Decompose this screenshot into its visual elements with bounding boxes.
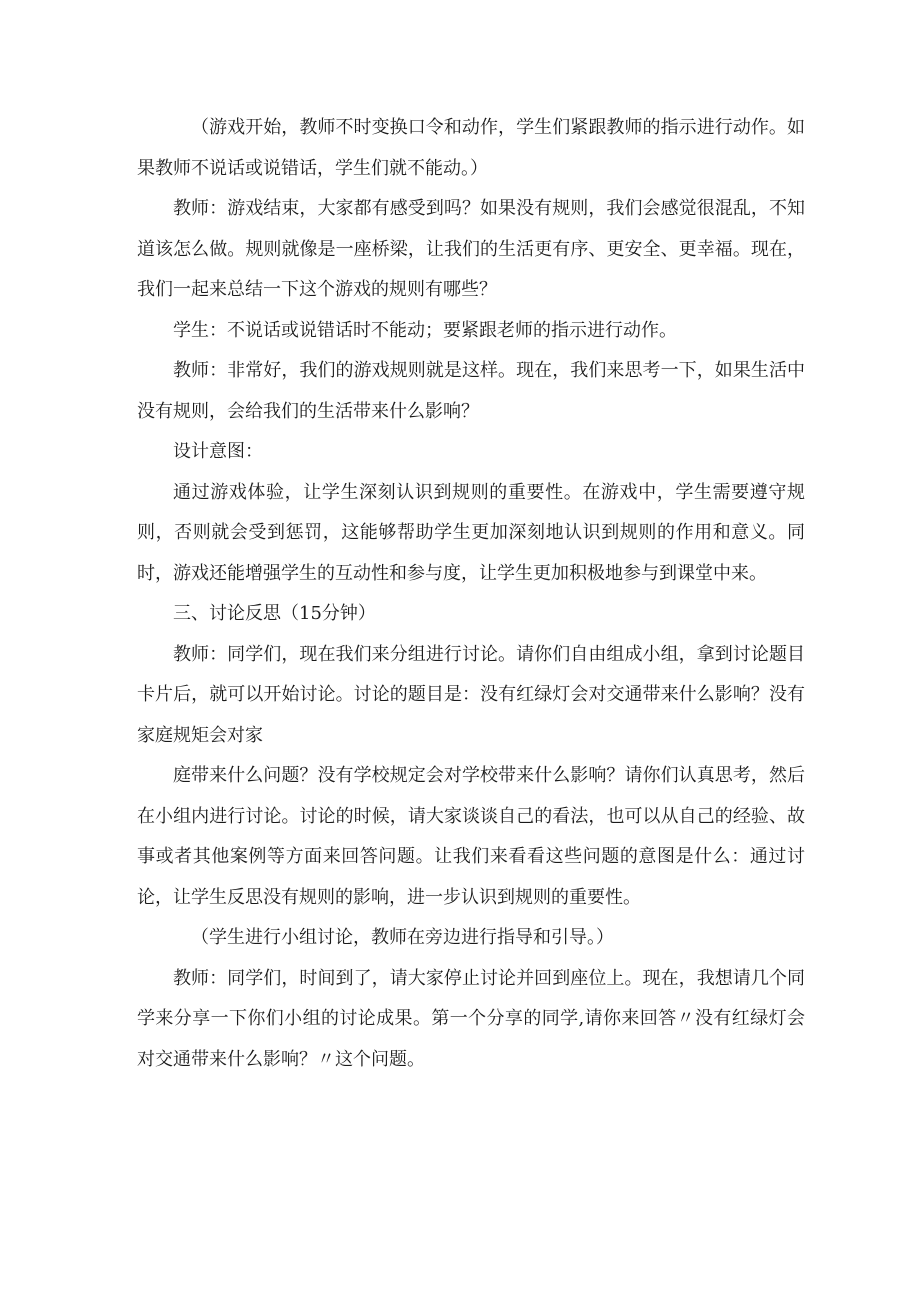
paragraph-design-intent-heading: 设计意图：	[173, 441, 263, 462]
paragraph-design-intent-body: 通过游戏体验，让学生深刻认识到规则的重要性。在游戏中，学生需要遵守规则，否则就会受到惩罚，这能够帮助学生更加深刻地认识到规则的作用和意义。同时，游戏还能增强学生的互动性和参与度，让学生更加积极地参与到课堂中来。	[137, 481, 805, 584]
section-heading-discussion: 三、讨论反思（15分钟）	[173, 603, 376, 624]
paragraph-teacher-game-end: 教师：游戏结束，大家都有感受到吗？如果没有规则，我们会感觉很混乱，不知道该怎么做。规则就像是一座桥梁，让我们的生活更有序、更安全、更幸福。现在，我们一起来总结一下这个游戏的规则有哪些？	[137, 198, 805, 300]
paragraph-teacher-share: 教师：同学们，时间到了，请大家停止讨论并回到座位上。现在，我想请几个同学来分享一下你们小组的讨论成果。第一个分享的同学,请你来回答〃没有红绿灯会对交通带来什么影响？〃这个问题。	[137, 967, 805, 1070]
paragraph-teacher-think: 教师：非常好，我们的游戏规则就是这样。现在，我们来思考一下，如果生活中没有规则，会给我们的生活带来什么影响？	[137, 360, 805, 422]
paragraph-group-discussion: （学生进行小组讨论，教师在旁边进行指导和引导。）	[191, 927, 614, 948]
paragraph-student-rules: 学生：不说话或说错话时不能动；要紧跟老师的指示进行动作。	[173, 319, 677, 341]
document-body	[137, 108, 805, 1080]
paragraph-game-start: （游戏开始，教师不时变换口令和动作，学生们紧跟教师的指示进行动作。如果教师不说话或说错话，学生们就不能动。）	[137, 117, 805, 179]
paragraph-discussion-continued: 庭带来什么问题？没有学校规定会对学校带来什么影响？请你们认真思考，然后在小组内进行讨论。讨论的时候，请大家谈谈自己的看法，也可以从自己的经验、故事或者其他案例等方面来回答问题。让我们来看看这些问题的意图是什么：通过讨论，让学生反思没有规则的影响，进一步认识到规则的重要性。	[137, 765, 805, 908]
paragraph-teacher-discussion-intro: 教师：同学们，现在我们来分组进行讨论。请你们自由组成小组，拿到讨论题目卡片后，就可以开始讨论。讨论的题目是：没有红绿灯会对交通带来什么影响？没有家庭规矩会对家	[137, 643, 805, 746]
